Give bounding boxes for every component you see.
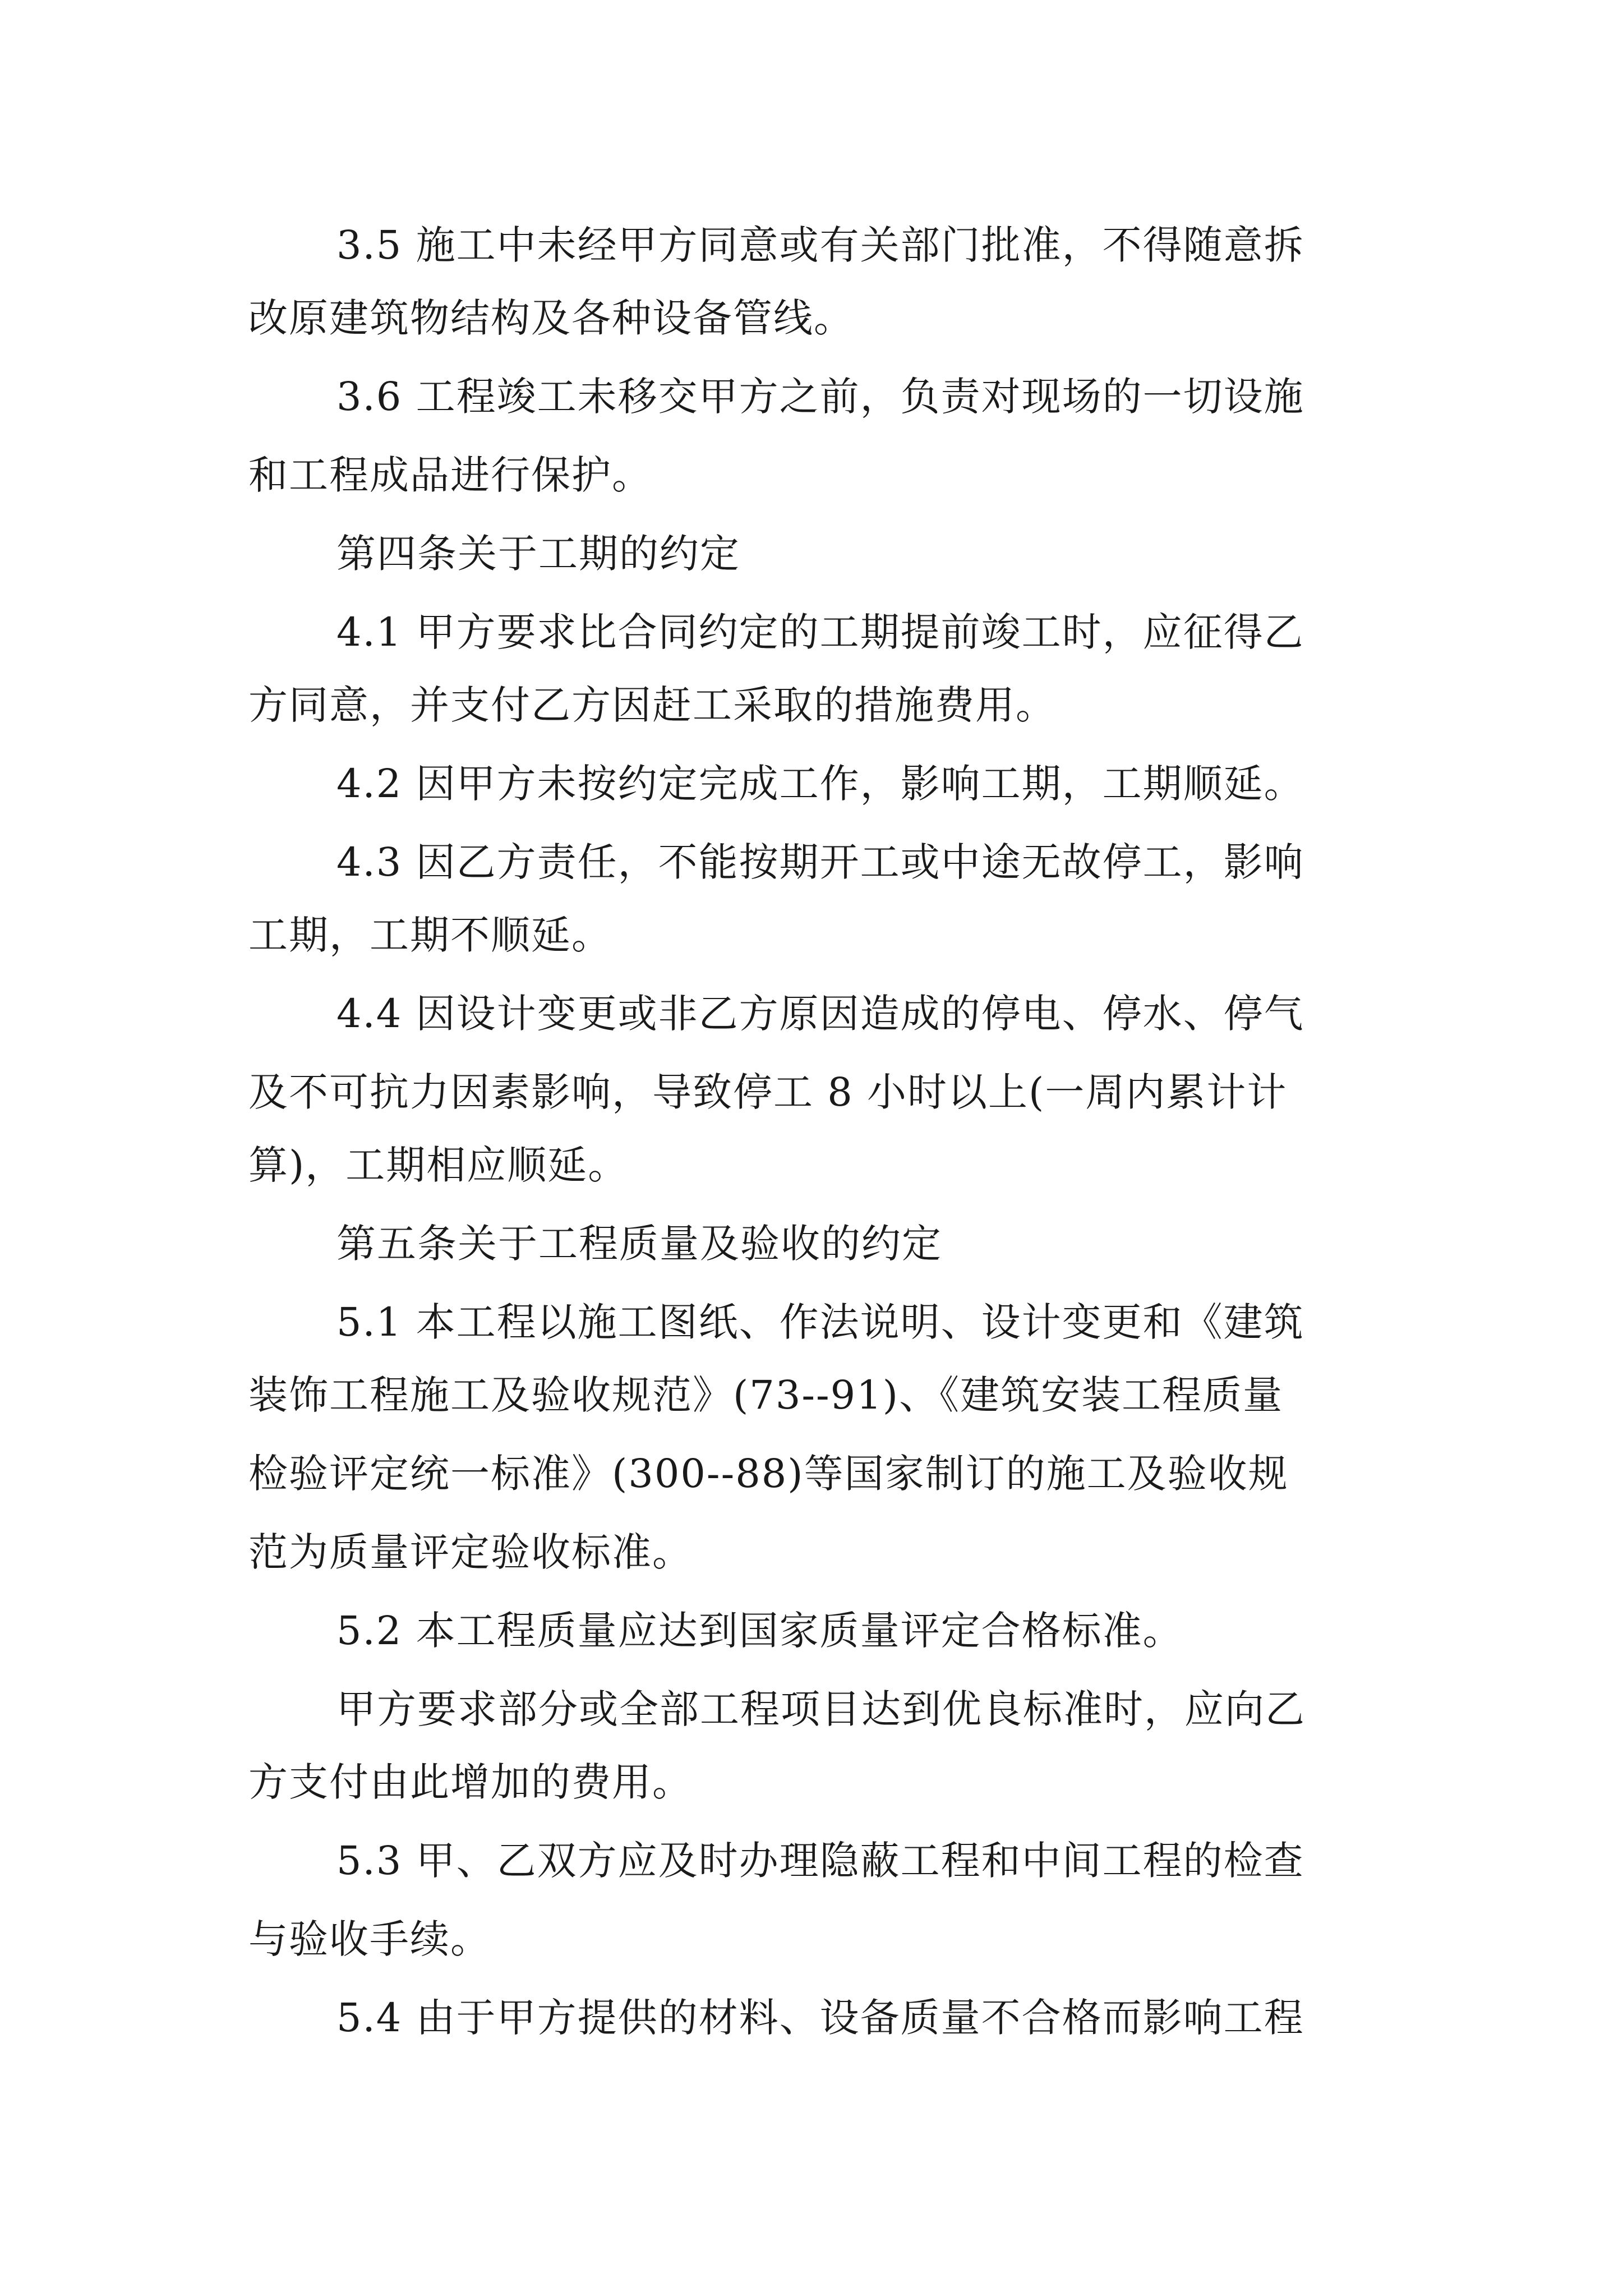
line-text: 与验收手续。 [248, 1916, 491, 1962]
text-line [0, 1126, 1623, 1204]
line-text: 5.4 由于甲方提供的材料、设备质量不合格而影响工程 [336, 1995, 1304, 2041]
line-text: 4.1 甲方要求比合同约定的工期提前竣工时，应征得乙 [336, 609, 1304, 655]
line-text: 甲方要求部分或全部工程项目达到优良标准时，应向乙 [336, 1686, 1306, 1732]
line-text: 算)，工期相应顺延。 [248, 1142, 629, 1188]
text-line [0, 823, 1623, 901]
line-text: 第五条关于工程质量及验收的约定 [336, 1221, 942, 1267]
text-line [0, 666, 1623, 744]
text-line [0, 1591, 1623, 1670]
line-text: 工期，工期不顺延。 [248, 912, 612, 958]
text-line [0, 1978, 1623, 2057]
line-text: 4.2 因甲方未按约定完成工作，影响工期，工期顺延。 [336, 761, 1304, 807]
line-text: 5.3 甲、乙双方应及时办理隐蔽工程和中间工程的检查 [336, 1838, 1304, 1884]
text-line [0, 1283, 1623, 1361]
line-text: 第四条关于工期的约定 [336, 531, 740, 577]
line-text: 5.1 本工程以施工图纸、作法说明、设计变更和《建筑 [336, 1299, 1304, 1345]
text-line [0, 206, 1623, 284]
text-line [0, 1821, 1623, 1900]
line-text: 4.4 因设计变更或非乙方原因造成的停电、停水、停气 [336, 991, 1304, 1037]
line-text: 改原建筑物结构及各种设备管线。 [248, 295, 854, 341]
line-text: 3.5 施工中未经甲方同意或有关部门批准，不得随意拆 [336, 222, 1304, 268]
line-text: 4.3 因乙方责任，不能按期开工或中途无故停工，影响 [336, 839, 1304, 885]
line-text: 和工程成品进行保护。 [248, 452, 652, 498]
text-line [0, 744, 1623, 823]
text-line [0, 1743, 1623, 1821]
text-line [0, 896, 1623, 974]
text-line [0, 436, 1623, 514]
line-text: 装饰工程施工及验收规范》(73--91)、《建筑安装工程质量 [248, 1372, 1284, 1418]
text-line [0, 279, 1623, 357]
line-text: 3.6 工程竣工未移交甲方之前，负责对现场的一切设施 [336, 374, 1304, 420]
line-text: 检验评定统一标准》(300--88)等国家制订的施工及验收规 [248, 1451, 1289, 1497]
text-line [0, 1900, 1623, 1978]
text-line [0, 974, 1623, 1053]
line-text: 方同意，并支付乙方因赶工采取的措施费用。 [248, 682, 1056, 728]
text-line [0, 1356, 1623, 1434]
text-line [0, 1513, 1623, 1591]
line-text: 及不可抗力因素影响，导致停工 8 小时以上(一周内累计计 [248, 1069, 1288, 1115]
text-line [0, 1670, 1623, 1749]
line-text: 范为质量评定验收标准。 [248, 1529, 693, 1575]
section-heading [0, 514, 1623, 593]
text-line [0, 593, 1623, 671]
text-line [0, 1434, 1623, 1513]
line-text: 5.2 本工程质量应达到国家质量评定合格标准。 [336, 1608, 1183, 1654]
line-text: 方支付由此增加的费用。 [248, 1759, 693, 1805]
text-line [0, 1053, 1623, 1131]
section-heading [0, 1204, 1623, 1283]
text-line [0, 357, 1623, 436]
